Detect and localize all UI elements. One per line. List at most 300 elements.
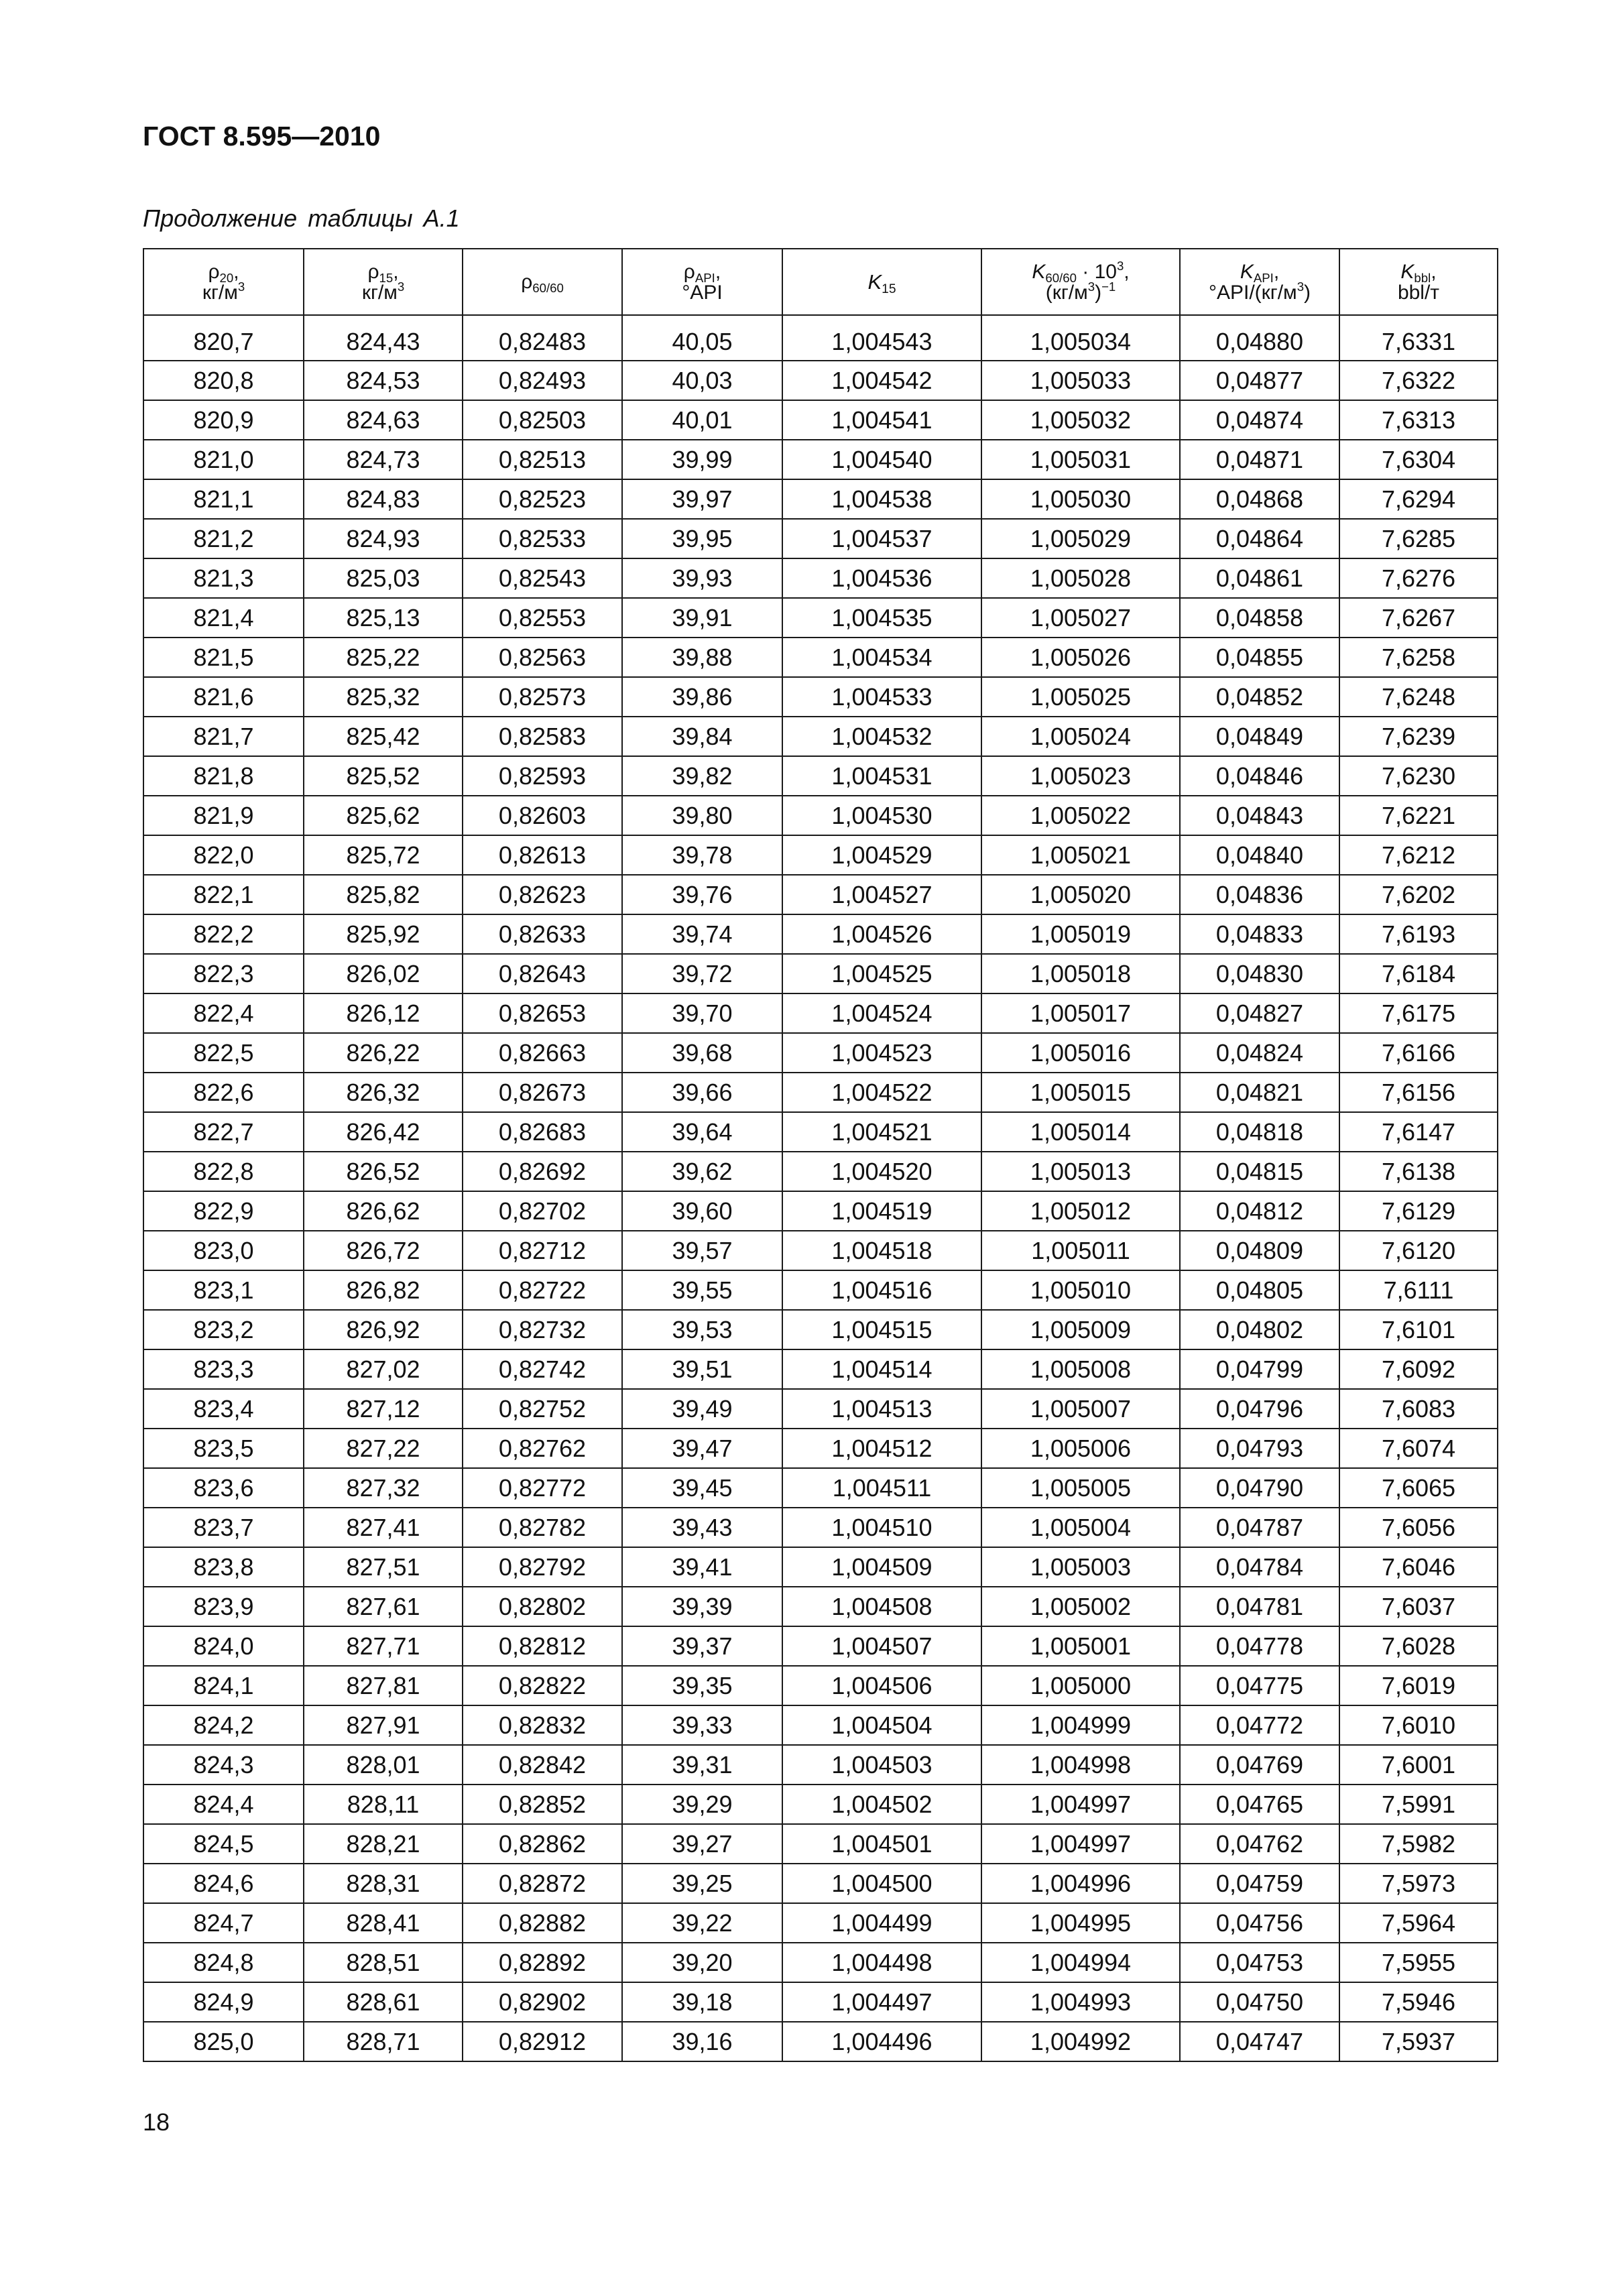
table-cell: 825,32 xyxy=(304,677,463,717)
table-cell: 821,5 xyxy=(143,638,304,677)
table-cell: 7,6046 xyxy=(1339,1547,1498,1587)
table-cell: 0,04821 xyxy=(1180,1073,1339,1112)
table-cell: 0,82792 xyxy=(463,1547,622,1587)
table-cell: 7,6074 xyxy=(1339,1429,1498,1468)
table-cell: 1,004533 xyxy=(782,677,981,717)
table-row xyxy=(143,677,1498,717)
table-cell: 1,004511 xyxy=(782,1468,981,1508)
table-cell: 821,6 xyxy=(143,677,304,717)
table-row xyxy=(143,835,1498,875)
table-cell: 827,61 xyxy=(304,1587,463,1626)
table-cell: 39,74 xyxy=(622,914,782,954)
table-row xyxy=(143,1785,1498,1824)
table-row xyxy=(143,1903,1498,1943)
table-row xyxy=(143,598,1498,638)
table-cell: 0,04778 xyxy=(1180,1626,1339,1666)
table-cell: 0,82613 xyxy=(463,835,622,875)
table-cell: 1,004513 xyxy=(782,1389,981,1429)
table-cell: 7,6212 xyxy=(1339,835,1498,875)
table-cell: 0,04836 xyxy=(1180,875,1339,914)
table-cell: 7,6120 xyxy=(1339,1231,1498,1270)
table-cell: 823,9 xyxy=(143,1587,304,1626)
table-cell: 1,004498 xyxy=(782,1943,981,1982)
table-cell: 1,004519 xyxy=(782,1191,981,1231)
table-cell: 0,82822 xyxy=(463,1666,622,1705)
table-cell: 1,005001 xyxy=(981,1626,1180,1666)
table-cell: 0,04762 xyxy=(1180,1824,1339,1864)
table-cell: 1,005000 xyxy=(981,1666,1180,1705)
table-row xyxy=(143,519,1498,558)
table-row xyxy=(143,1310,1498,1349)
table-cell: 39,51 xyxy=(622,1349,782,1389)
table-cell: 1,004504 xyxy=(782,1705,981,1745)
table-cell: 1,005015 xyxy=(981,1073,1180,1112)
table-cell: 826,22 xyxy=(304,1033,463,1073)
table-cell: 1,004536 xyxy=(782,558,981,598)
table-cell: 826,52 xyxy=(304,1152,463,1191)
table-cell: 825,82 xyxy=(304,875,463,914)
table-cell: 39,37 xyxy=(622,1626,782,1666)
table-cell: 0,04818 xyxy=(1180,1112,1339,1152)
table-cell: 822,5 xyxy=(143,1033,304,1073)
table-cell: 1,005014 xyxy=(981,1112,1180,1152)
table-cell: 0,82483 xyxy=(463,328,622,361)
table-cell: 0,82892 xyxy=(463,1943,622,1982)
table-row xyxy=(143,1547,1498,1587)
table-cell: 1,005003 xyxy=(981,1547,1180,1587)
col-header-k60-60: $K_{60/60} \cdot 10^3$, $(кг/м^3)^{-1}$ xyxy=(981,249,1180,315)
table-cell: 823,8 xyxy=(143,1547,304,1587)
table-cell: 0,82583 xyxy=(463,717,622,756)
table-cell: 39,80 xyxy=(622,796,782,835)
table-cell: 1,004542 xyxy=(782,361,981,400)
table-cell: 827,02 xyxy=(304,1349,463,1389)
table-cell: 0,04871 xyxy=(1180,440,1339,479)
table-cell: 824,2 xyxy=(143,1705,304,1745)
table-cell: 823,5 xyxy=(143,1429,304,1468)
table-cell: 0,82563 xyxy=(463,638,622,677)
table-cell: 1,004543 xyxy=(782,328,981,361)
table-row xyxy=(143,1824,1498,1864)
table-cell: 822,2 xyxy=(143,914,304,954)
table-cell: 826,72 xyxy=(304,1231,463,1270)
table-cell: 39,84 xyxy=(622,717,782,756)
table-cell: 0,04756 xyxy=(1180,1903,1339,1943)
table-cell: 827,81 xyxy=(304,1666,463,1705)
table-cell: 0,04815 xyxy=(1180,1152,1339,1191)
table-cell: 0,04775 xyxy=(1180,1666,1339,1705)
table-cell: 7,6248 xyxy=(1339,677,1498,717)
table-cell: 39,45 xyxy=(622,1468,782,1508)
col-header-rho-api: $\rho_{API}$, °API xyxy=(622,249,782,315)
table-cell: 0,82882 xyxy=(463,1903,622,1943)
table-cell: 827,12 xyxy=(304,1389,463,1429)
table-cell: 0,82523 xyxy=(463,479,622,519)
table-row xyxy=(143,914,1498,954)
table-row xyxy=(143,440,1498,479)
table-cell: 1,004512 xyxy=(782,1429,981,1468)
table-row xyxy=(143,1152,1498,1191)
table-cell: 823,0 xyxy=(143,1231,304,1270)
table-cell: 1,004506 xyxy=(782,1666,981,1705)
table-cell: 1,005016 xyxy=(981,1033,1180,1073)
table-cell: 1,004514 xyxy=(782,1349,981,1389)
table-row xyxy=(143,1864,1498,1903)
table-cell: 1,004540 xyxy=(782,440,981,479)
table-cell: 825,52 xyxy=(304,756,463,796)
table-row xyxy=(143,1745,1498,1785)
table-cell: 828,61 xyxy=(304,1982,463,2022)
table-cell: 7,6285 xyxy=(1339,519,1498,558)
table-cell: 39,70 xyxy=(622,993,782,1033)
table-cell: 825,13 xyxy=(304,598,463,638)
table-cell: 7,6166 xyxy=(1339,1033,1498,1073)
table-cell: 0,82503 xyxy=(463,400,622,440)
table-cell: 0,04827 xyxy=(1180,993,1339,1033)
table-cell: 1,004501 xyxy=(782,1824,981,1864)
table-cell: 828,21 xyxy=(304,1824,463,1864)
table-cell: 7,5955 xyxy=(1339,1943,1498,1982)
table-cell: 824,1 xyxy=(143,1666,304,1705)
table-cell: 0,04781 xyxy=(1180,1587,1339,1626)
table-cell: 39,35 xyxy=(622,1666,782,1705)
table-cell: 827,32 xyxy=(304,1468,463,1508)
table-cell: 7,6331 xyxy=(1339,328,1498,361)
table-cell: 7,6010 xyxy=(1339,1705,1498,1745)
table-cell: 1,004541 xyxy=(782,400,981,440)
table-cell: 822,1 xyxy=(143,875,304,914)
table-cell: 1,004500 xyxy=(782,1864,981,1903)
table-cell: 0,82862 xyxy=(463,1824,622,1864)
table-cell: 7,5964 xyxy=(1339,1903,1498,1943)
table-row xyxy=(143,875,1498,914)
table-cell: 0,04824 xyxy=(1180,1033,1339,1073)
table-cell: 826,32 xyxy=(304,1073,463,1112)
table-cell: 1,005029 xyxy=(981,519,1180,558)
table-body xyxy=(143,328,1498,2061)
table-cell: 822,4 xyxy=(143,993,304,1033)
table-cell: 1,004525 xyxy=(782,954,981,993)
col-header-k-bbl: $K_{bbl}$, bbl/т xyxy=(1339,249,1498,315)
table-row xyxy=(143,1468,1498,1508)
table-cell: 0,04747 xyxy=(1180,2022,1339,2061)
table-cell: 826,92 xyxy=(304,1310,463,1349)
table-cell: 7,6294 xyxy=(1339,479,1498,519)
table-cell: 1,004507 xyxy=(782,1626,981,1666)
table-cell: 0,82782 xyxy=(463,1508,622,1547)
table-cell: 0,04796 xyxy=(1180,1389,1339,1429)
table-cell: 0,82762 xyxy=(463,1429,622,1468)
table-cell: 823,7 xyxy=(143,1508,304,1547)
col-header-rho60-60: $\rho_{60/60}$ xyxy=(463,249,622,315)
table-cell: 0,04849 xyxy=(1180,717,1339,756)
table-cell: 821,4 xyxy=(143,598,304,638)
table-cell: 0,04759 xyxy=(1180,1864,1339,1903)
table-cell: 0,82493 xyxy=(463,361,622,400)
table-cell: 1,004537 xyxy=(782,519,981,558)
table-cell: 1,005020 xyxy=(981,875,1180,914)
page-number: 18 xyxy=(143,2108,170,2136)
table-cell: 7,6101 xyxy=(1339,1310,1498,1349)
table-cell: 826,42 xyxy=(304,1112,463,1152)
table-cell: 1,004530 xyxy=(782,796,981,835)
document-title: ГОСТ 8.595—2010 xyxy=(143,121,381,152)
table-cell: 0,04874 xyxy=(1180,400,1339,440)
table-cell: 822,7 xyxy=(143,1112,304,1152)
table-cell: 1,005019 xyxy=(981,914,1180,954)
table-cell: 40,01 xyxy=(622,400,782,440)
table-cell: 0,82702 xyxy=(463,1191,622,1231)
table-cell: 1,005004 xyxy=(981,1508,1180,1547)
table-cell: 1,005024 xyxy=(981,717,1180,756)
table-cell: 1,004538 xyxy=(782,479,981,519)
table-row xyxy=(143,1389,1498,1429)
table-cell: 7,6001 xyxy=(1339,1745,1498,1785)
table-cell: 39,22 xyxy=(622,1903,782,1943)
table-cell: 7,6322 xyxy=(1339,361,1498,400)
table-cell: 1,004503 xyxy=(782,1745,981,1785)
table-cell: 1,005032 xyxy=(981,400,1180,440)
table-cell: 0,82832 xyxy=(463,1705,622,1745)
table-cell: 39,20 xyxy=(622,1943,782,1982)
table-cell: 7,6193 xyxy=(1339,914,1498,954)
table-cell: 0,82603 xyxy=(463,796,622,835)
table-cell: 39,66 xyxy=(622,1073,782,1112)
table-cell: 39,47 xyxy=(622,1429,782,1468)
table-cell: 1,005009 xyxy=(981,1310,1180,1349)
table-cell: 0,82633 xyxy=(463,914,622,954)
table-cell: 822,0 xyxy=(143,835,304,875)
table-cell: 0,04790 xyxy=(1180,1468,1339,1508)
table-cell: 1,004993 xyxy=(981,1982,1180,2022)
table-cell: 7,6221 xyxy=(1339,796,1498,835)
table-row xyxy=(143,1033,1498,1073)
table-cell: 827,41 xyxy=(304,1508,463,1547)
table-cell: 7,6083 xyxy=(1339,1389,1498,1429)
table-cell: 826,62 xyxy=(304,1191,463,1231)
table-cell: 7,6138 xyxy=(1339,1152,1498,1191)
table-cell: 1,005021 xyxy=(981,835,1180,875)
table-cell: 1,004508 xyxy=(782,1587,981,1626)
table-cell: 824,83 xyxy=(304,479,463,519)
table-cell: 0,04787 xyxy=(1180,1508,1339,1547)
table-cell: 1,004995 xyxy=(981,1903,1180,1943)
table-cell: 39,86 xyxy=(622,677,782,717)
table-row xyxy=(143,1073,1498,1112)
table-cell: 828,51 xyxy=(304,1943,463,1982)
table-cell: 826,12 xyxy=(304,993,463,1033)
table-cell: 1,004996 xyxy=(981,1864,1180,1903)
table-cell: 0,04812 xyxy=(1180,1191,1339,1231)
table-cell: 39,43 xyxy=(622,1508,782,1547)
table-cell: 828,41 xyxy=(304,1903,463,1943)
table-cell: 0,82513 xyxy=(463,440,622,479)
table-cell: 1,004532 xyxy=(782,717,981,756)
table-cell: 1,005031 xyxy=(981,440,1180,479)
table-cell: 0,04765 xyxy=(1180,1785,1339,1824)
header-gap-row xyxy=(143,315,1498,328)
table-row xyxy=(143,1508,1498,1547)
table-cell: 0,82643 xyxy=(463,954,622,993)
table-row xyxy=(143,1943,1498,1982)
table-cell: 7,6276 xyxy=(1339,558,1498,598)
table-cell: 7,6258 xyxy=(1339,638,1498,677)
table-cell: 822,9 xyxy=(143,1191,304,1231)
table-cell: 824,0 xyxy=(143,1626,304,1666)
table-cell: 0,82812 xyxy=(463,1626,622,1666)
table-cell: 828,31 xyxy=(304,1864,463,1903)
table-cell: 1,005008 xyxy=(981,1349,1180,1389)
table-row xyxy=(143,558,1498,598)
table-cell: 1,004499 xyxy=(782,1903,981,1943)
table-cell: 1,004527 xyxy=(782,875,981,914)
table-cell: 39,95 xyxy=(622,519,782,558)
table-cell: 7,5982 xyxy=(1339,1824,1498,1864)
table-cell: 820,7 xyxy=(143,328,304,361)
table-cell: 1,004520 xyxy=(782,1152,981,1191)
table-cell: 821,7 xyxy=(143,717,304,756)
table-cell: 1,005017 xyxy=(981,993,1180,1033)
table-cell: 7,5991 xyxy=(1339,1785,1498,1824)
table-cell: 1,004516 xyxy=(782,1270,981,1310)
table-cell: 0,82573 xyxy=(463,677,622,717)
table-cell: 0,82842 xyxy=(463,1745,622,1785)
table-cell: 827,71 xyxy=(304,1626,463,1666)
header-row xyxy=(143,249,1498,315)
table-cell: 0,82653 xyxy=(463,993,622,1033)
table-cell: 0,04830 xyxy=(1180,954,1339,993)
table-cell: 1,005028 xyxy=(981,558,1180,598)
table-cell: 1,004509 xyxy=(782,1547,981,1587)
table-cell: 0,82553 xyxy=(463,598,622,638)
table-cell: 1,004523 xyxy=(782,1033,981,1073)
table-row xyxy=(143,796,1498,835)
table-cell: 1,004999 xyxy=(981,1705,1180,1745)
table-cell: 821,9 xyxy=(143,796,304,835)
table-cell: 1,005010 xyxy=(981,1270,1180,1310)
table-cell: 0,04880 xyxy=(1180,328,1339,361)
table-cell: 7,6202 xyxy=(1339,875,1498,914)
table-cell: 1,004522 xyxy=(782,1073,981,1112)
table-cell: 1,004515 xyxy=(782,1310,981,1349)
table-cell: 1,005030 xyxy=(981,479,1180,519)
table-cell: 0,82533 xyxy=(463,519,622,558)
table-caption: Продолжение таблицы А.1 xyxy=(143,204,460,232)
table-cell: 7,6175 xyxy=(1339,993,1498,1033)
density-table xyxy=(143,248,1498,2062)
table-cell: 0,04868 xyxy=(1180,479,1339,519)
table-row xyxy=(143,361,1498,400)
table-cell: 823,4 xyxy=(143,1389,304,1429)
table-cell: 821,3 xyxy=(143,558,304,598)
table-cell: 827,51 xyxy=(304,1547,463,1587)
table-cell: 7,6129 xyxy=(1339,1191,1498,1231)
table-cell: 824,43 xyxy=(304,328,463,361)
table-cell: 0,82663 xyxy=(463,1033,622,1073)
table-cell: 0,04864 xyxy=(1180,519,1339,558)
table-cell: 7,5946 xyxy=(1339,1982,1498,2022)
table-cell: 0,82912 xyxy=(463,2022,622,2061)
table-cell: 7,6239 xyxy=(1339,717,1498,756)
table-cell: 0,04772 xyxy=(1180,1705,1339,1745)
table-cell: 39,33 xyxy=(622,1705,782,1745)
table-cell: 1,004531 xyxy=(782,756,981,796)
table-cell: 1,004497 xyxy=(782,1982,981,2022)
table-cell: 39,18 xyxy=(622,1982,782,2022)
table-cell: 0,04852 xyxy=(1180,677,1339,717)
table-cell: 824,73 xyxy=(304,440,463,479)
table-cell: 7,6230 xyxy=(1339,756,1498,796)
table-cell: 823,6 xyxy=(143,1468,304,1508)
table-cell: 0,82673 xyxy=(463,1073,622,1112)
table-cell: 0,82772 xyxy=(463,1468,622,1508)
table-cell: 828,71 xyxy=(304,2022,463,2061)
table-cell: 1,005022 xyxy=(981,796,1180,835)
table-row xyxy=(143,1626,1498,1666)
table-cell: 39,68 xyxy=(622,1033,782,1073)
table-cell: 0,82692 xyxy=(463,1152,622,1191)
table-cell: 39,64 xyxy=(622,1112,782,1152)
table-cell: 7,6156 xyxy=(1339,1073,1498,1112)
table-row xyxy=(143,1191,1498,1231)
table-cell: 1,005026 xyxy=(981,638,1180,677)
table-cell: 0,82752 xyxy=(463,1389,622,1429)
table-cell: 39,60 xyxy=(622,1191,782,1231)
table-cell: 0,82593 xyxy=(463,756,622,796)
table-cell: 825,92 xyxy=(304,914,463,954)
table-cell: 1,004535 xyxy=(782,598,981,638)
table-cell: 0,04805 xyxy=(1180,1270,1339,1310)
table-cell: 821,1 xyxy=(143,479,304,519)
table-cell: 822,3 xyxy=(143,954,304,993)
table-row xyxy=(143,328,1498,361)
table-cell: 820,8 xyxy=(143,361,304,400)
table-row xyxy=(143,2022,1498,2061)
table-cell: 39,55 xyxy=(622,1270,782,1310)
table-cell: 39,57 xyxy=(622,1231,782,1270)
table-cell: 40,03 xyxy=(622,361,782,400)
table-cell: 0,82683 xyxy=(463,1112,622,1152)
table-cell: 0,82712 xyxy=(463,1231,622,1270)
col-header-k-api: $K_{API}$, $^\circ API/(кг/м^3)$ xyxy=(1180,249,1339,315)
table-cell: 820,9 xyxy=(143,400,304,440)
table-cell: 1,005023 xyxy=(981,756,1180,796)
table-cell: 1,004521 xyxy=(782,1112,981,1152)
table-cell: 7,5973 xyxy=(1339,1864,1498,1903)
table-cell: 39,39 xyxy=(622,1587,782,1626)
table-cell: 821,2 xyxy=(143,519,304,558)
table-cell: 39,91 xyxy=(622,598,782,638)
table-cell: 1,005027 xyxy=(981,598,1180,638)
table-cell: 40,05 xyxy=(622,328,782,361)
table-cell: 1,005002 xyxy=(981,1587,1180,1626)
table-cell: 0,04840 xyxy=(1180,835,1339,875)
table-row xyxy=(143,400,1498,440)
table-cell: 0,04861 xyxy=(1180,558,1339,598)
table-cell: 1,004529 xyxy=(782,835,981,875)
table-cell: 0,04793 xyxy=(1180,1429,1339,1468)
table-cell: 1,005018 xyxy=(981,954,1180,993)
table-cell: 1,004997 xyxy=(981,1824,1180,1864)
table-cell: 1,005012 xyxy=(981,1191,1180,1231)
table-cell: 0,04833 xyxy=(1180,914,1339,954)
table-cell: 823,1 xyxy=(143,1270,304,1310)
table-cell: 825,22 xyxy=(304,638,463,677)
table-cell: 39,76 xyxy=(622,875,782,914)
table-cell: 824,4 xyxy=(143,1785,304,1824)
table-cell: 1,005034 xyxy=(981,328,1180,361)
table-cell: 824,9 xyxy=(143,1982,304,2022)
